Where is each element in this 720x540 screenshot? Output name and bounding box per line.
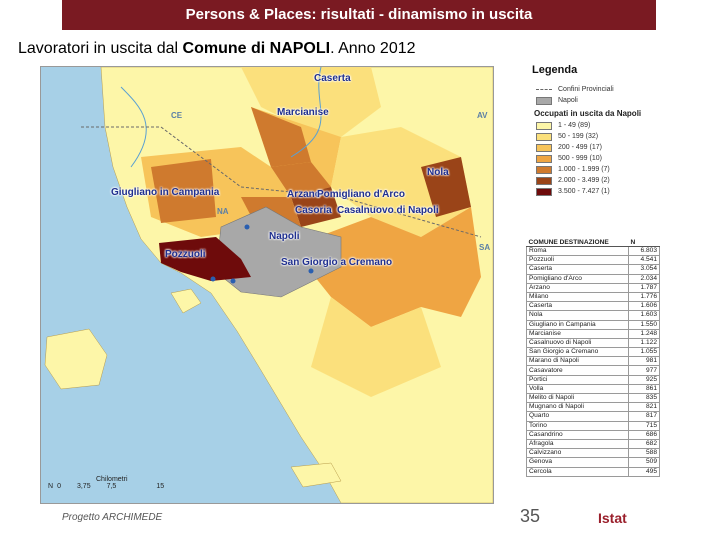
table-row (527, 394, 660, 403)
boundary-line-icon (536, 89, 552, 90)
legend-swatch (536, 133, 552, 141)
table-row (527, 467, 660, 476)
scale-tick-1: 3,75 (76, 483, 91, 490)
table-cell-comune: Pomigliano d'Arco (527, 274, 629, 283)
table-row (527, 274, 660, 283)
legend-row (536, 120, 678, 131)
label-marcianise: Marcianise (277, 107, 329, 118)
legend-swatch (536, 155, 552, 163)
footer-project: Progetto ARCHIMEDE (62, 512, 163, 523)
table-row (527, 311, 660, 320)
subtitle-suffix: . Anno 2012 (330, 40, 416, 57)
table-cell-comune: Volla (527, 384, 629, 393)
map-subtitle (18, 40, 416, 58)
table-row (527, 348, 660, 357)
marker-san-giorgio (309, 269, 314, 274)
table-cell-n: 682 (629, 439, 660, 448)
legend-class-label: 1 - 49 (89) (558, 122, 591, 129)
label-pomigliano: Pomigliano d'Arco (317, 189, 405, 200)
label-arzano: Arzano (287, 189, 321, 200)
table-row (527, 247, 660, 256)
label-casoria: Casoria (295, 205, 332, 216)
label-nola: Nola (427, 167, 449, 178)
destinations-table (526, 238, 660, 477)
table-cell-n: 2.034 (629, 274, 660, 283)
istat-logo (598, 510, 627, 526)
table-row (527, 375, 660, 384)
table-row (527, 302, 660, 311)
table-cell-n: 861 (629, 384, 660, 393)
table-cell-comune: Nola (527, 311, 629, 320)
legend-row (536, 142, 678, 153)
table-cell-n: 495 (629, 467, 660, 476)
table-cell-n: 509 (629, 458, 660, 467)
table-cell-comune: Marcianise (527, 329, 629, 338)
table-row (527, 439, 660, 448)
legend-row-napoli (536, 95, 678, 106)
table-cell-n: 821 (629, 403, 660, 412)
marker-napoli (231, 279, 236, 284)
table-header-comune: COMUNE DESTINAZIONE (527, 238, 629, 247)
label-casalnuovo: Casalnuovo di Napoli (337, 205, 439, 216)
table-cell-comune: Milano (527, 292, 629, 301)
table-cell-n: 1.550 (629, 320, 660, 329)
legend-row (536, 153, 678, 164)
istat-logo-text: Istat (598, 510, 627, 526)
table-cell-n: 1.603 (629, 311, 660, 320)
label-caserta: Caserta (314, 73, 351, 84)
region-label-ce: CE (171, 111, 183, 120)
marker-arzano (245, 225, 250, 230)
subtitle-prefix: Lavoratori in uscita dal (18, 40, 183, 57)
scale-tick-0: 0 (57, 483, 61, 490)
table-cell-n: 3.054 (629, 265, 660, 274)
label-giugliano: Giugliano in Campania (111, 187, 220, 198)
table-cell-comune: Casalnuovo di Napoli (527, 338, 629, 347)
table-row (527, 430, 660, 439)
table-header-n: N (629, 238, 660, 247)
table-cell-n: 981 (629, 357, 660, 366)
scale-tick-3: 15 (156, 483, 165, 490)
map-canvas (41, 67, 493, 503)
table-cell-comune: Caserta (527, 302, 629, 311)
napoli-swatch (536, 97, 552, 105)
table-cell-comune: Cercola (527, 467, 629, 476)
legend-row-boundaries (536, 84, 678, 95)
page-number: 35 (520, 506, 541, 526)
table-cell-n: 817 (629, 412, 660, 421)
label-san-giorgio: San Giorgio a Cremano (281, 257, 393, 268)
table-cell-n: 1.122 (629, 338, 660, 347)
region-label-na: NA (217, 207, 229, 216)
table-header-row (527, 238, 660, 247)
table-cell-comune: Torino (527, 421, 629, 430)
legend-classes (528, 120, 678, 197)
scale-bar (48, 476, 164, 490)
table-cell-n: 588 (629, 449, 660, 458)
legend-class-label: 50 - 199 (32) (558, 133, 599, 140)
table-row (527, 449, 660, 458)
legend-swatch (536, 177, 552, 185)
legend-swatch (536, 122, 552, 130)
table-row (527, 256, 660, 265)
table-row (527, 458, 660, 467)
legend-subtitle: Occupati in uscita da Napoli (534, 109, 642, 118)
region-label-av: AV (477, 111, 488, 120)
subtitle-bold: Comune di NAPOLI (182, 40, 331, 57)
table-row (527, 384, 660, 393)
table-cell-comune: Portici (527, 375, 629, 384)
marker-pozzuoli (211, 277, 216, 282)
table-row (527, 292, 660, 301)
table-cell-comune: San Giorgio a Cremano (527, 348, 629, 357)
table-body (527, 247, 660, 477)
table-cell-n: 1.248 (629, 329, 660, 338)
legend (528, 64, 678, 232)
table-cell-comune: Pozzuoli (527, 256, 629, 265)
north-arrow: N (48, 483, 54, 490)
table-row (527, 403, 660, 412)
table-cell-n: 1.055 (629, 348, 660, 357)
legend-class-label: 500 - 999 (10) (558, 155, 602, 162)
table-cell-n: 686 (629, 430, 660, 439)
table-cell-n: 1.606 (629, 302, 660, 311)
table-cell-n: 1.776 (629, 292, 660, 301)
table-cell-comune: Afragola (527, 439, 629, 448)
table-cell-n: 6.803 (629, 247, 660, 256)
region-label-sa: SA (479, 243, 491, 252)
table-cell-n: 835 (629, 394, 660, 403)
legend-swatch (536, 166, 552, 174)
table-cell-n: 1.787 (629, 283, 660, 292)
legend-label-napoli: Napoli (558, 97, 578, 104)
legend-swatch (536, 144, 552, 152)
table-row (527, 283, 660, 292)
table-row (527, 357, 660, 366)
table-cell-comune: Casandrino (527, 430, 629, 439)
table-row (527, 265, 660, 274)
table-cell-comune: Calvizzano (527, 449, 629, 458)
label-pozzuoli: Pozzuoli (165, 249, 206, 260)
table-row (527, 320, 660, 329)
legend-class-label: 2.000 - 3.499 (2) (558, 177, 610, 184)
table-cell-comune: Marano di Napoli (527, 357, 629, 366)
table-cell-comune: Quarto (527, 412, 629, 421)
table-cell-comune: Arzano (527, 283, 629, 292)
table-row (527, 412, 660, 421)
legend-class-label: 200 - 499 (17) (558, 144, 602, 151)
label-napoli: Napoli (269, 231, 300, 242)
legend-class-label: 3.500 - 7.427 (1) (558, 188, 610, 195)
choropleth-map (40, 66, 494, 504)
table-cell-comune: Melito di Napoli (527, 394, 629, 403)
table-cell-comune: Casavatore (527, 366, 629, 375)
table-cell-n: 925 (629, 375, 660, 384)
legend-swatch (536, 188, 552, 196)
table-row (527, 421, 660, 430)
legend-row (536, 131, 678, 142)
table-cell-n: 715 (629, 421, 660, 430)
scale-tick-2: 7,5 (106, 483, 117, 490)
table-row (527, 338, 660, 347)
table-cell-comune: Genova (527, 458, 629, 467)
legend-row (536, 175, 678, 186)
table-cell-comune: Roma (527, 247, 629, 256)
scale-label: Chilometri (96, 476, 128, 483)
legend-row (536, 186, 678, 197)
legend-label-boundaries: Confini Provinciali (558, 86, 614, 93)
legend-row (536, 164, 678, 175)
table-row (527, 366, 660, 375)
slide-title: Persons & Places: risultati - dinamismo in uscita (62, 0, 656, 30)
table-cell-comune: Mugnano di Napoli (527, 403, 629, 412)
table-cell-n: 4.541 (629, 256, 660, 265)
table-cell-comune: Caserta (527, 265, 629, 274)
table-cell-n: 977 (629, 366, 660, 375)
table-cell-comune: Giugliano in Campania (527, 320, 629, 329)
legend-class-label: 1.000 - 1.999 (7) (558, 166, 610, 173)
legend-title: Legenda (532, 64, 578, 76)
table-row (527, 329, 660, 338)
